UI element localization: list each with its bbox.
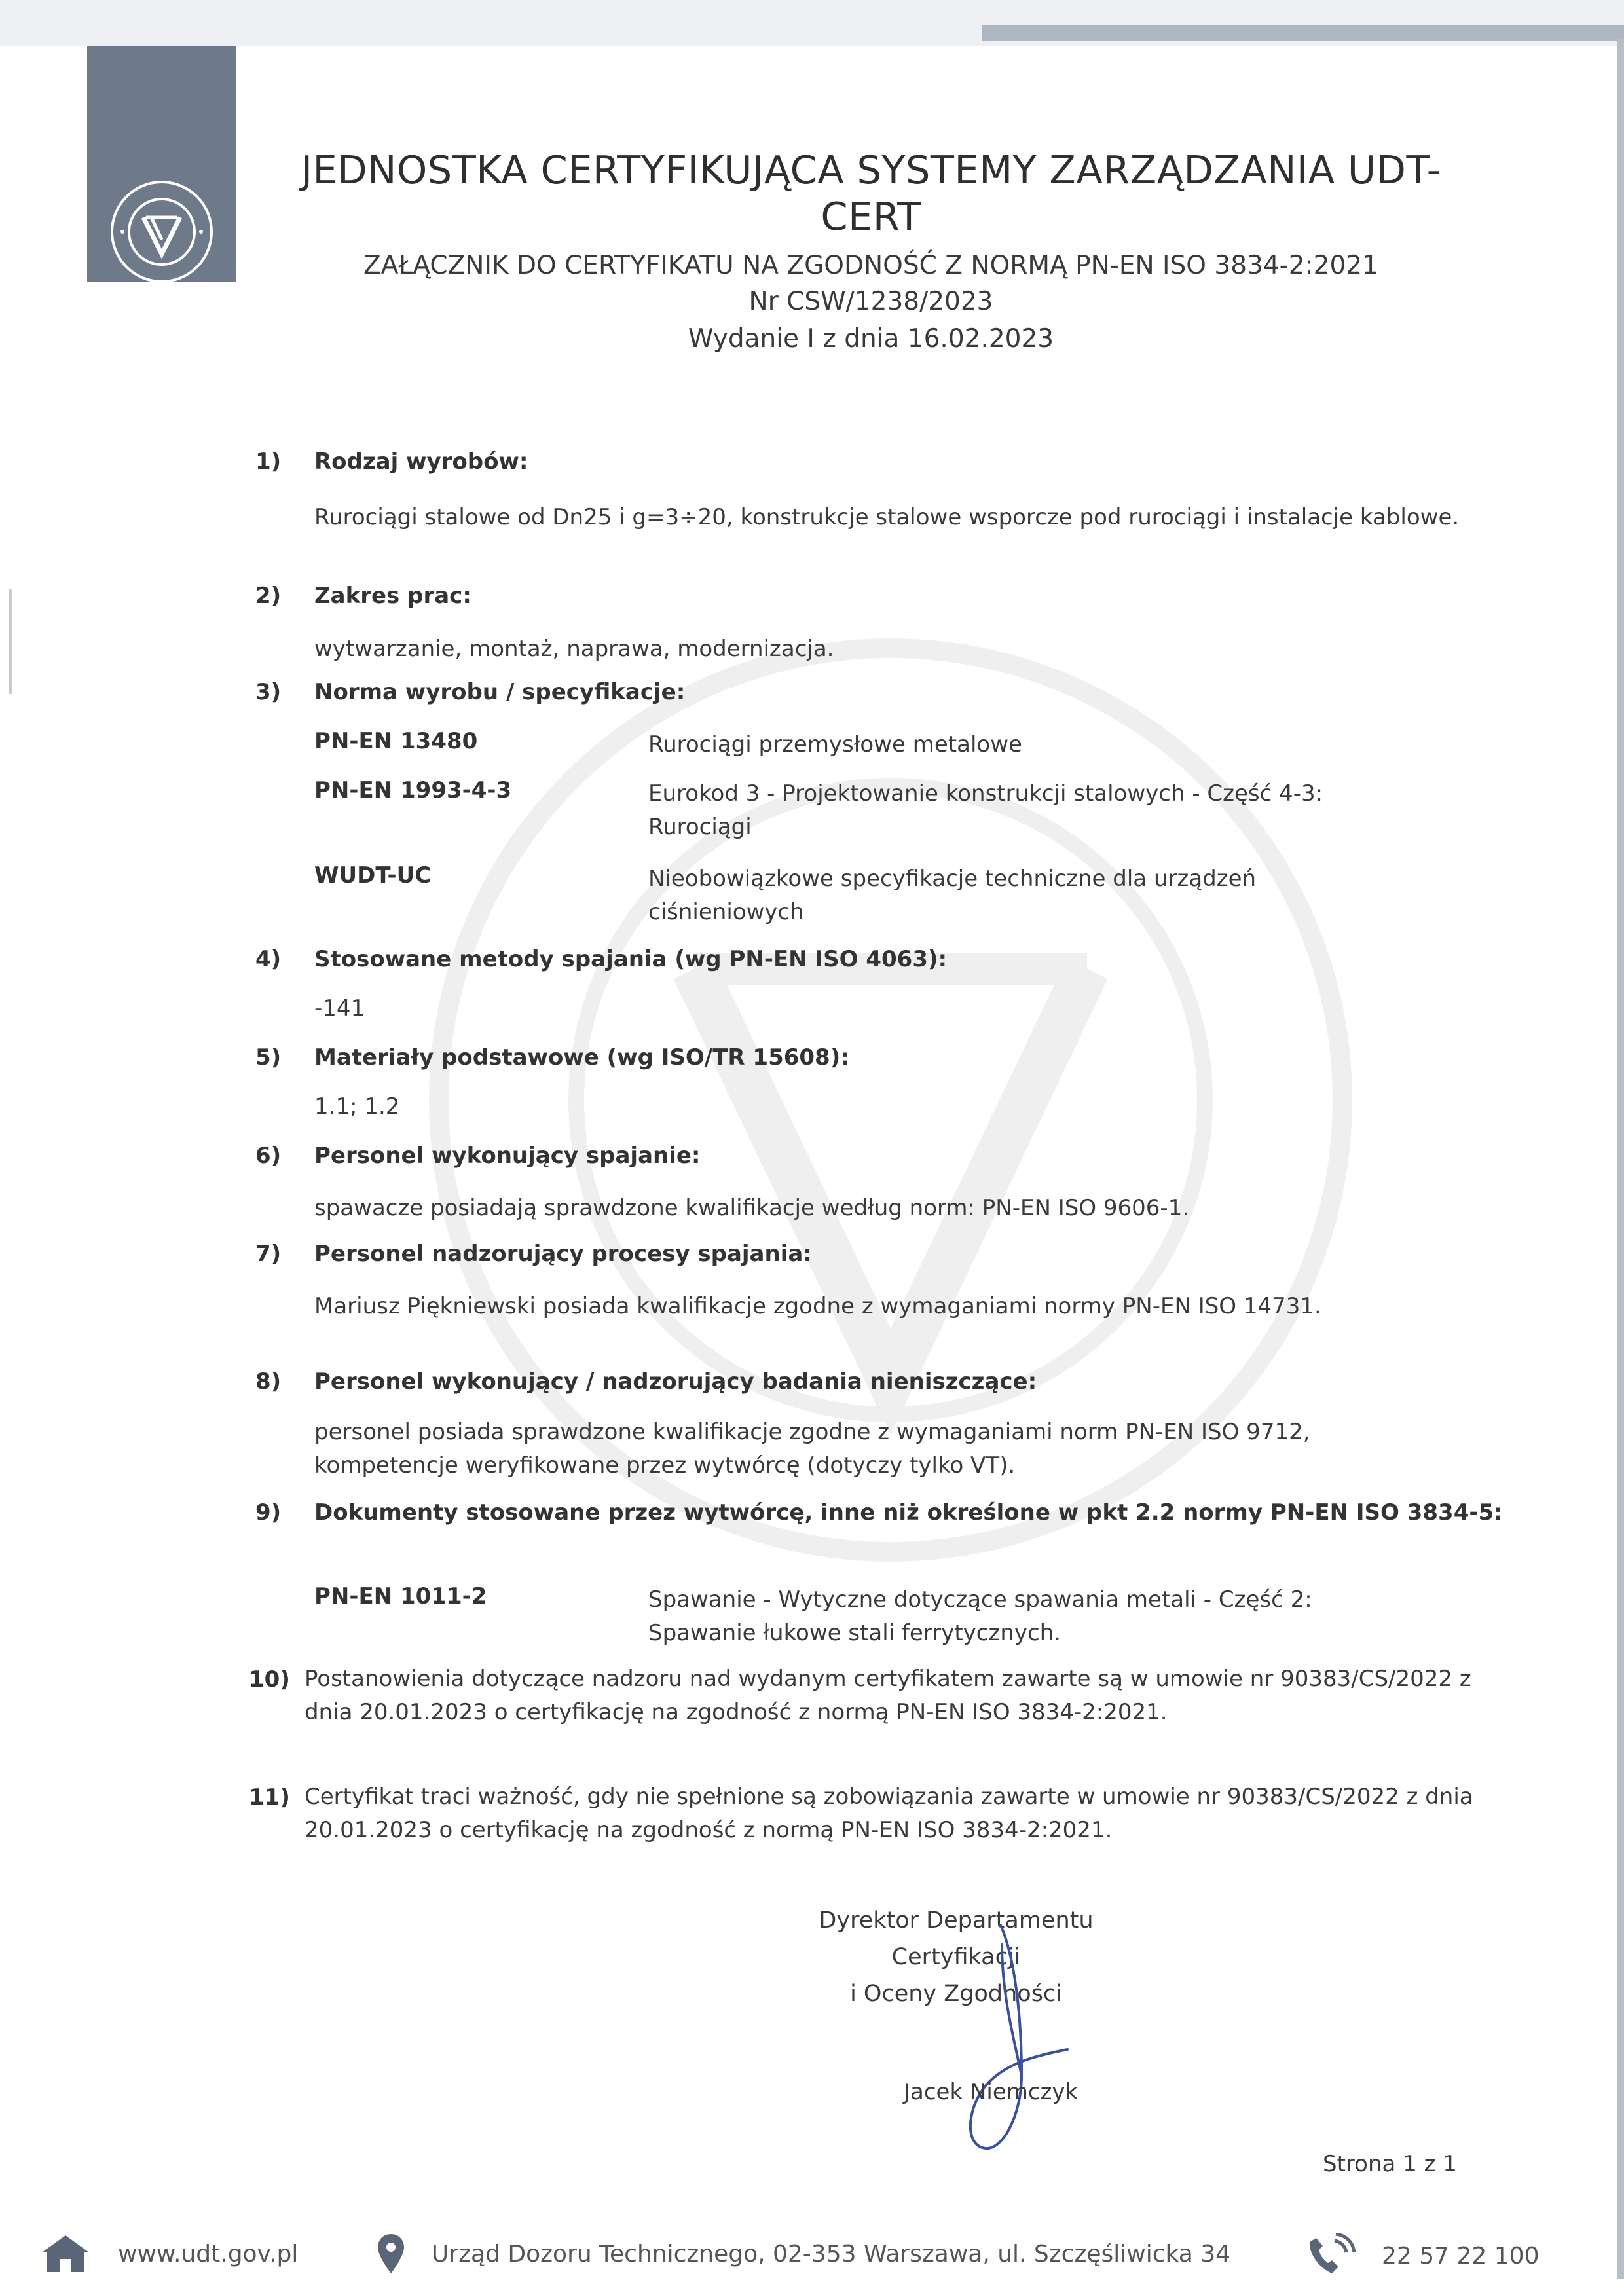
section-number: 7) [255,1241,282,1267]
section-number: 6) [255,1143,282,1169]
norm-code: PN-EN 1011-2 [314,1583,487,1609]
section-number: 2) [255,583,282,609]
footer-web [39,2233,298,2275]
norm-description [648,1583,1369,1650]
section-title: Dokumenty stosowane przez wytwórcę, inne niż określone w pkt 2.2 normy PN-EN ISO 3834-5: [314,1499,1503,1526]
signer-role: Dyrektor Departamentu Certyfikacji [819,1907,1094,1970]
section-text: spawacze posiadają sprawdzone kwalifikacje według norm: PN-EN ISO 9606-1. [314,1195,1190,1221]
footer-address-text: Urząd Dozoru Technicznego, 02-353 Warszawa, ul. Szczęśliwicka 34 [432,2240,1231,2267]
norm-description-line: Spawanie łukowe stali ferrytycznych. [648,1620,1061,1646]
norm-description-line: Eurokod 3 - Projektowanie konstrukcji stalowych - Część 4-3: [648,780,1323,807]
footer-address [377,2233,1230,2275]
section-number: 11) [249,1784,290,1810]
section-title: Norma wyrobu / specyfikacje: [314,679,686,705]
page-footer [0,2213,1624,2285]
scan-right-edge [1617,39,1624,2279]
section-text [314,1416,1310,1482]
norm-code: PN-EN 1993-4-3 [314,777,512,803]
header-subtitle: ZAŁĄCZNIK DO CERTYFIKATU NA ZGODNOŚĆ Z NORMĄ PN-EN ISO 3834-2:2021 [363,250,1378,280]
home-icon [39,2233,92,2275]
section-text-line: 20.01.2023 o certyfikację na zgodność z normą PN-EN ISO 3834-2:2021. [304,1817,1113,1843]
location-pin-icon [377,2233,405,2275]
section-number: 10) [249,1666,290,1693]
norm-code: PN-EN 13480 [314,728,478,754]
section-title: Personel nadzorujący procesy spajania: [314,1241,812,1267]
section-title: Materiały podstawowe (wg ISO/TR 15608): [314,1044,849,1071]
section-text: -141 [314,995,365,1021]
section-text-line: Certyfikat traci ważność, gdy nie spełnione są zobowiązania zawarte w umowie nr 90383/CS/2022 z dnia [304,1784,1473,1810]
page-number: Strona 1 z 1 [1323,2151,1457,2177]
norm-description-line: Rurociągi [648,814,752,840]
signer-name: Jacek Niemczyk [904,2079,1079,2105]
section-text-line: Postanowienia dotyczące nadzoru nad wydanym certyfikatem zawarte są w umowie nr 90383/CS/2022 z [304,1666,1471,1692]
norm-description [648,777,1369,844]
section-text-line: personel posiada sprawdzone kwalifikacje zgodne z wymaganiami norm PN-EN ISO 9712, [314,1419,1310,1445]
norm-code: WUDT-UC [314,862,432,889]
norm-description-line: Spawanie - Wytyczne dotyczące spawania metali - Część 2: [648,1587,1312,1613]
norm-description [648,728,1369,762]
section-number: 8) [255,1368,282,1395]
section-text: wytwarzanie, montaż, naprawa, modernizacja. [314,636,834,662]
scan-top-band [0,0,1624,46]
section-text-line: kompetencje weryfikowane przez wytwórcę (dotyczy tylko VT). [314,1452,1016,1478]
phone-icon [1303,2233,1356,2279]
norm-description-line: Rurociągi przemysłowe metalowe [648,731,1022,758]
udt-cert-seal-icon [107,177,217,287]
section-title: Personel wykonujący / nadzorujący badania nieniszczące: [314,1368,1037,1395]
section-number: 5) [255,1044,282,1071]
footer-website[interactable]: www.udt.gov.pl [118,2240,299,2267]
section-text: Rurociągi stalowe od Dn25 i g=3÷20, konstrukcje stalowe wsporcze pod rurociągi i instalacje kablowe. [314,504,1460,530]
section-text [304,1780,1473,1847]
section-title: Stosowane metody spajania (wg PN-EN ISO 4063): [314,946,948,972]
footer-phone-number: 22 57 22 100 [1382,2242,1540,2269]
section-title: Rodzaj wyrobów: [314,449,528,475]
section-number: 1) [255,449,282,475]
signer-role-line2: i Oceny Zgodności [850,1981,1062,2007]
footer-phone [1303,2233,1539,2279]
section-title: Personel wykonujący spajanie: [314,1143,701,1169]
norm-description-line: Nieobowiązkowe specyfikacje techniczne dla urządzeń [648,866,1257,892]
scan-left-mark [9,589,12,694]
section-number: 3) [255,679,282,705]
handwritten-signature-icon [923,1919,1094,2167]
section-number: 4) [255,946,282,972]
section-title: Zakres prac: [314,583,471,609]
norm-description-line: ciśnieniowych [648,899,804,925]
norm-description [648,862,1369,929]
section-text [304,1662,1471,1729]
section-text-line: dnia 20.01.2023 o certyfikację na zgodność z normą PN-EN ISO 3834-2:2021. [304,1699,1168,1725]
logo-block [87,46,236,282]
issue-date: Wydanie I z dnia 16.02.2023 [688,323,1054,354]
document-header [262,147,1480,358]
certificate-number: Nr CSW/1238/2023 [748,287,993,317]
section-number: 9) [255,1499,282,1526]
header-title: JEDNOSTKA CERTYFIKUJĄCA SYSTEMY ZARZĄDZANIA UDT-CERT [301,147,1441,239]
section-text: 1.1; 1.2 [314,1093,400,1120]
section-text: Mariusz Piękniewski posiada kwalifikacje zgodne z wymaganiami normy PN-EN ISO 14731. [314,1293,1321,1319]
